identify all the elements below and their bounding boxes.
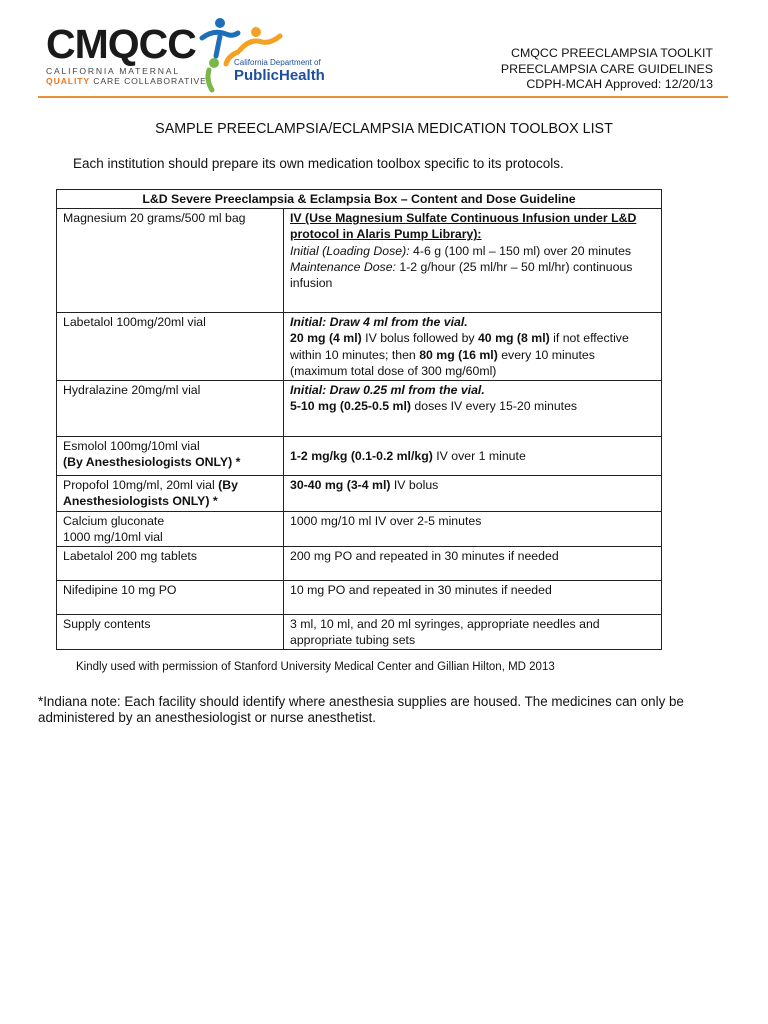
med-note: (By Anesthesiologists ONLY) *	[63, 455, 241, 470]
table-row	[57, 437, 662, 476]
med-cell: Nifedipine 10 mg PO	[57, 581, 284, 615]
dose-text: 4-6 g (100 ml – 150 ml) over 20 minutes	[409, 243, 632, 258]
indiana-note: *Indiana note: Each facility should identify where anesthesia supplies are housed. The medicines can only be administered by an anesthesiologist or nurse anesthetist.	[38, 694, 684, 725]
med-name: Esmolol 100mg/10ml vial	[63, 439, 200, 454]
table-header: L&D Severe Preeclampsia & Eclampsia Box – Content and Dose Guideline	[57, 190, 662, 209]
med-name: Calcium gluconate	[63, 513, 165, 528]
dose-amount: 1-2 mg/kg (0.1-0.2 ml/kg)	[290, 449, 433, 464]
dose-amount: 40 mg (8 ml)	[477, 331, 550, 346]
table-row	[57, 581, 662, 615]
header-info	[501, 46, 713, 93]
dose-cell	[284, 313, 662, 381]
dose-text: 1-2 g/hour (25 ml/hr – 50 ml/hr) continuous infusion	[290, 259, 633, 291]
header-divider	[38, 96, 728, 98]
dose-label: Maintenance Dose:	[290, 259, 396, 274]
header-line-approved: CDPH-MCAH Approved: 12/20/13	[526, 77, 713, 91]
dose-initial: Initial: Draw 4 ml from the vial.	[290, 315, 468, 330]
med-cell	[57, 476, 284, 511]
dose-amount: 5-10 mg (0.25-0.5 ml)	[290, 399, 411, 414]
dose-cell	[284, 381, 662, 437]
dose-text: every 10 minutes (maximum total dose of 300 mg/60ml)	[290, 347, 595, 378]
table-row	[57, 381, 662, 437]
dose-amount: 20 mg (4 ml)	[290, 331, 362, 346]
dose-heading: IV (Use Magnesium Sulfate Continuous Infusion under L&D protocol in Alaris Pump Library):	[290, 211, 637, 242]
table-row	[57, 209, 662, 313]
dose-label: Initial (Loading Dose):	[290, 243, 410, 258]
med-cell: Labetalol 100mg/20ml vial	[57, 313, 284, 381]
med-cell: Magnesium 20 grams/500 ml bag	[57, 209, 284, 313]
cmqcc-logo-line1: CALIFORNIA MATERNAL	[46, 66, 180, 76]
dose-cell	[284, 209, 662, 313]
dose-text: doses IV every 15-20 minutes	[410, 399, 578, 414]
med-name: 1000 mg/10ml vial	[63, 529, 163, 544]
cdph-logo-small: California Department of	[234, 58, 321, 67]
page-title: SAMPLE PREECLAMPSIA/ECLAMPSIA MEDICATION TOOLBOX LIST	[155, 121, 613, 137]
credit-text: Kindly used with permission of Stanford University Medical Center and Gillian Hilton, MD 2013	[76, 661, 555, 673]
med-cell	[57, 437, 284, 476]
dose-text: if not effective within 10 minutes; then	[290, 331, 629, 362]
med-cell: Supply contents	[57, 615, 284, 650]
dose-initial: Initial: Draw 0.25 ml from the vial.	[290, 383, 485, 398]
dose-cell: 3 ml, 10 ml, and 20 ml syringes, appropriate needles and appropriate tubing sets	[284, 615, 662, 650]
cdph-logo-big: PublicHealth	[234, 67, 325, 84]
dose-cell: 10 mg PO and repeated in 30 minutes if needed	[284, 581, 662, 615]
table-row	[57, 547, 662, 581]
header-line-toolkit: CMQCC PREECLAMPSIA TOOLKIT	[511, 46, 713, 60]
med-cell: Hydralazine 20mg/ml vial	[57, 381, 284, 437]
dose-text: IV over 1 minute	[432, 449, 526, 464]
dose-cell: 200 mg PO and repeated in 30 minutes if needed	[284, 547, 662, 581]
dose-amount: 80 mg (16 ml)	[419, 347, 498, 362]
header-line-guidelines: PREECLAMPSIA CARE GUIDELINES	[500, 61, 713, 76]
cdph-logo-text	[234, 58, 325, 84]
cdph-figures-icon	[198, 16, 322, 96]
dose-cell	[284, 476, 662, 511]
dose-cell	[284, 437, 662, 476]
intro-text: Each institution should prepare its own medication toolbox specific to its protocols.	[73, 156, 564, 171]
cmqcc-logo-wordmark: CMQCC	[46, 21, 196, 67]
dose-text: IV bolus	[390, 478, 439, 493]
cmqcc-logo	[46, 21, 207, 86]
table-header-row	[57, 190, 662, 209]
cmqcc-logo-line2: QUALITY CARE COLLABORATIVE	[46, 76, 207, 86]
table-row	[57, 313, 662, 381]
medication-table	[56, 189, 662, 650]
dose-text: IV bolus followed by	[361, 331, 478, 346]
med-note: (By Anesthesiologists ONLY) *	[63, 478, 238, 509]
med-cell: Labetalol 200 mg tablets	[57, 547, 284, 581]
dose-cell: 1000 mg/10 ml IV over 2-5 minutes	[284, 511, 662, 546]
med-name: Propofol 10mg/ml, 20ml vial	[63, 478, 219, 493]
table-row	[57, 615, 662, 650]
cdph-logo	[198, 16, 325, 96]
med-cell	[57, 511, 284, 546]
table-row	[57, 511, 662, 546]
table-row	[57, 476, 662, 511]
dose-amount: 30-40 mg (3-4 ml)	[290, 478, 391, 493]
